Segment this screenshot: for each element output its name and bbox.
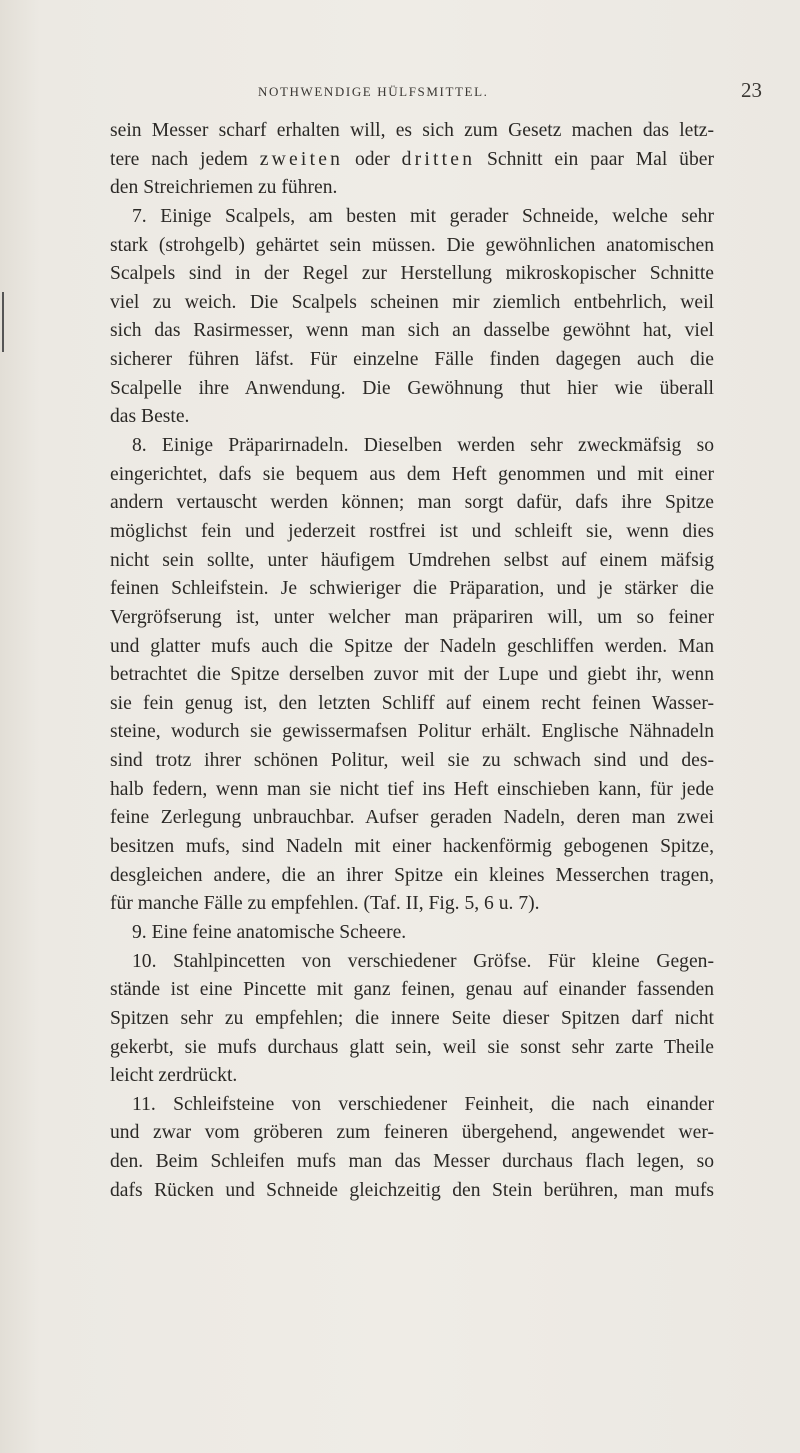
- spaced-word: dritten: [401, 148, 476, 170]
- text-run: oder: [343, 148, 402, 170]
- text-line: stark (strohgelb) gehärtet sein müssen. Die gewöhnlichen anatomischen: [110, 234, 714, 256]
- text-line: den. Beim Schleifen mufs man das Messer durchaus flach legen, so: [110, 1151, 714, 1173]
- text-line: viel zu weich. Die Scalpels scheinen mir ziemlich entbehrlich, weil: [110, 291, 714, 313]
- text-line: sich das Rasirmesser, wenn man sich an dasselbe gewöhnt hat, viel: [110, 320, 714, 342]
- text-run: tere nach jedem: [110, 148, 260, 170]
- running-title: NOTHWENDIGE HÜLFSMITTEL.: [258, 84, 489, 99]
- text-line: leicht zerdrückt.: [110, 1065, 238, 1087]
- text-line: und glatter mufs auch die Spitze der Nadeln geschliffen werden. Man: [110, 635, 714, 657]
- text-line: gekerbt, sie mufs durchaus glatt sein, weil sie sonst sehr zarte Theile: [110, 1036, 714, 1058]
- text-line: nicht sein sollte, unter häufigem Umdrehen selbst auf einem mäfsig: [110, 549, 714, 571]
- text-line: andern vertauscht werden können; man sorgt dafür, dafs ihre Spitze: [110, 492, 714, 514]
- spaced-word: zweiten: [259, 148, 344, 170]
- paragraph-start-line: 9. Eine feine anatomische Scheere.: [132, 921, 407, 943]
- text-line: sind trotz ihrer schönen Politur, weil sie zu schwach sind und des-: [110, 750, 714, 772]
- paragraph-start-line: 10. Stahlpincetten von verschiedener Gröfse. Für kleine Gegen-: [132, 950, 714, 972]
- text-line: besitzen mufs, sind Nadeln mit einer hackenförmig gebogenen Spitze,: [110, 836, 714, 858]
- text-line: Scalpels sind in der Regel zur Herstellung mikroskopischer Schnitte: [110, 263, 714, 285]
- text-line: für manche Fälle zu empfehlen. (Taf. II, Fig. 5, 6 u. 7).: [110, 893, 540, 915]
- margin-mark: [2, 292, 4, 352]
- text-line: Vergröfserung ist, unter welcher man präpariren will, um so feiner: [110, 606, 714, 628]
- paragraph-start-line: 8. Einige Präparirnadeln. Dieselben werden sehr zweckmäfsig so: [132, 435, 714, 457]
- text-line: steine, wodurch sie gewissermafsen Politur erhält. Englische Nähnadeln: [110, 721, 714, 743]
- paragraph-start-line: 7. Einige Scalpels, am besten mit gerader Schneide, welche sehr: [132, 205, 714, 227]
- text-line: betrachtet die Spitze derselben zuvor mit der Lupe und giebt ihr, wenn: [110, 664, 714, 686]
- text-line: sie fein genug ist, den letzten Schliff auf einem recht feinen Wasser-: [110, 692, 714, 714]
- text-line: sein Messer scharf erhalten will, es sich zum Gesetz machen das letz-: [110, 120, 714, 141]
- text-run: Schnitt ein paar Mal über: [475, 148, 714, 170]
- text-line: den Streichriemen zu führen.: [110, 177, 338, 199]
- text-line: desgleichen andere, die an ihrer Spitze ein kleines Messerchen tragen,: [110, 864, 714, 886]
- text-line: stände ist eine Pincette mit ganz feinen, genau auf einander fassenden: [110, 979, 714, 1001]
- text-line: Spitzen sehr zu empfehlen; die innere Seite dieser Spitzen darf nicht: [110, 1007, 714, 1029]
- text-line: das Beste.: [110, 406, 190, 428]
- text-line: eingerichtet, dafs sie bequem aus dem Heft genommen und mit einer: [110, 463, 714, 485]
- paragraph-start-line: 11. Schleifsteine von verschiedener Feinheit, die nach einander: [132, 1093, 714, 1115]
- page-number: 23: [741, 78, 762, 102]
- text-line: halb federn, wenn man sie nicht tief ins Heft einschieben kann, für jede: [110, 778, 714, 800]
- text-line: und zwar vom gröberen zum feineren übergehend, angewendet wer-: [110, 1122, 714, 1144]
- text-line: möglichst fein und jederzeit rostfrei ist und schleift sie, wenn dies: [110, 520, 714, 542]
- text-line: feinen Schleifstein. Je schwieriger die Präparation, und je stärker die: [110, 578, 714, 600]
- text-line: sicherer führen läfst. Für einzelne Fälle finden dagegen auch die: [110, 349, 714, 371]
- text-line: [110, 146, 714, 175]
- text-line: dafs Rücken und Schneide gleichzeitig den Stein berühren, man mufs: [110, 1179, 714, 1201]
- page-header: [0, 78, 800, 108]
- text-line: feine Zerlegung unbrauchbar. Aufser geraden Nadeln, deren man zwei: [110, 807, 714, 829]
- text-line: Scalpelle ihre Anwendung. Die Gewöhnung thut hier wie überall: [110, 377, 714, 399]
- body-text: [110, 117, 714, 1205]
